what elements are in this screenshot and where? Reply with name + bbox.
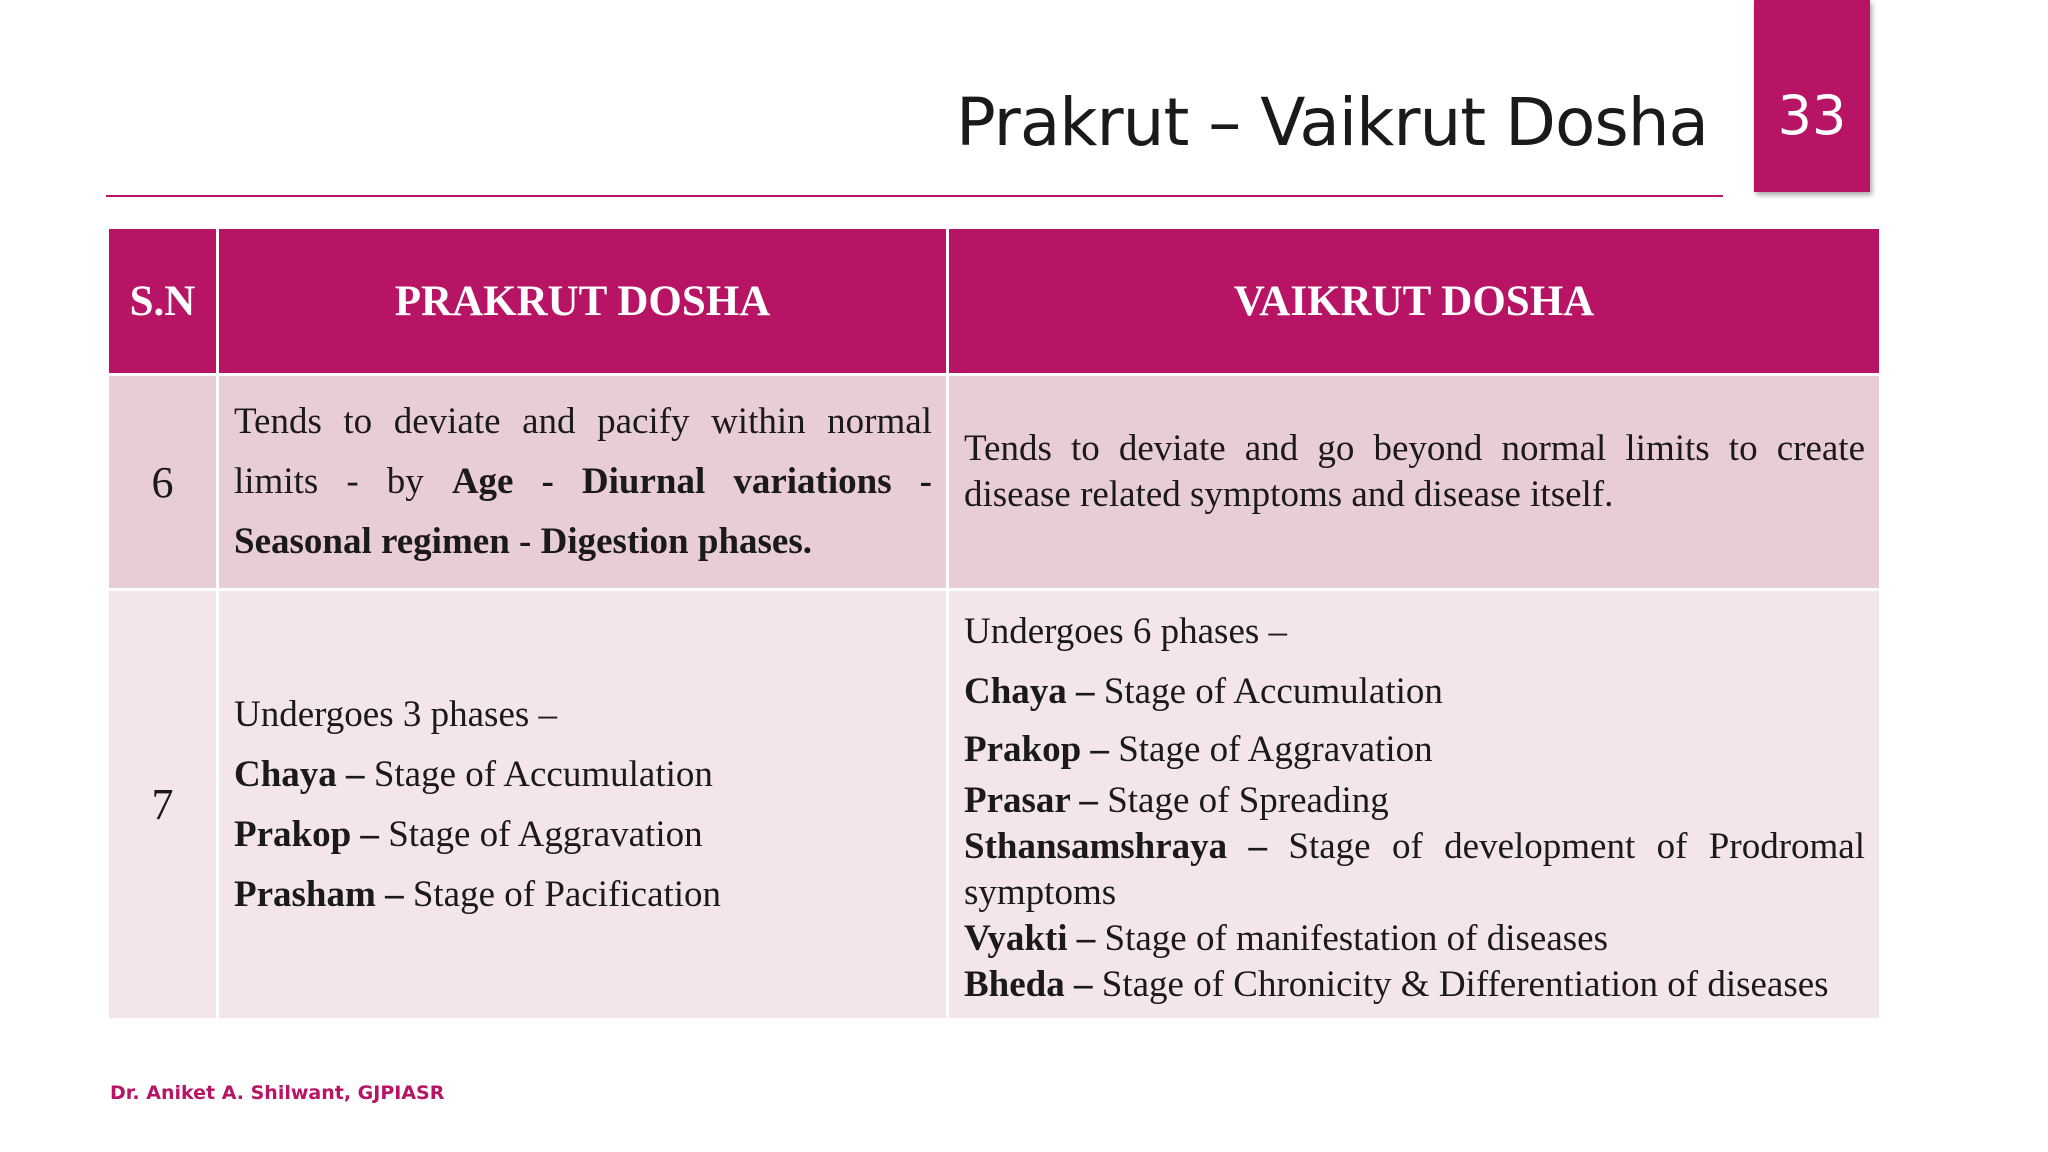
phases-intro: Undergoes 6 phases – [964,610,1288,652]
separator: - [891,461,933,502]
phase-desc: Stage of Pacification [403,873,722,915]
header-prakrut-dosha: PRAKRUT DOSHA [218,228,948,375]
phase-term: Prasar – [964,779,1098,821]
table-row [108,590,1881,1020]
table-row [108,375,1881,590]
phase-term: Sthansamshraya – [964,825,1268,867]
prakrut-text: Tends to deviate and pacify within normal limits - by [234,401,932,502]
phase-desc: Stage of Spreading [1097,779,1389,821]
phase-desc: Stage of manifestation of diseases [1095,917,1608,959]
phase-item [964,962,1865,1008]
page-number-tab [1754,0,1870,192]
phase-desc: Stage of Accumulation [1094,670,1443,712]
prakrut-cell [218,375,948,590]
phase-item [234,805,932,865]
phase-term: Prakop – [234,813,379,855]
separator: - [509,521,541,562]
phase-term: Prakop – [964,728,1109,770]
row-serial-number: 6 [108,375,218,590]
phase-desc: Stage of Accumulation [364,753,713,795]
page-number: 33 [1777,84,1847,147]
title-divider [106,195,1723,197]
vaikrut-cell [948,590,1881,1020]
phase-item [964,662,1865,722]
phase-desc: Stage of Chronicity & Differentiation of diseases [1092,963,1829,1005]
phase-desc: Stage of Aggravation [378,813,703,855]
header-vaikrut-dosha: VAIKRUT DOSHA [948,228,1881,375]
table-header-row [108,228,1881,375]
phase-term: Vyakti – [964,917,1096,959]
phase-item [964,916,1865,962]
slide-title: Prakrut – Vaikrut Dosha [956,84,1708,161]
term-diurnal-variations: Diurnal variations [581,461,892,502]
phase-item [234,745,932,805]
author-footer: Dr. Aniket A. Shilwant, GJPIASR [110,1082,445,1104]
prakrut-cell [218,590,948,1020]
phase-item [964,824,1865,916]
row-serial-number: 7 [108,590,218,1020]
phase-term: Chaya – [234,753,365,795]
phase-item [964,778,1865,824]
phase-term: Chaya – [964,670,1095,712]
phase-item [964,722,1865,778]
header-sn: S.N [108,228,218,375]
comparison-table [106,226,1882,1021]
phase-term: Prasham – [234,873,404,915]
phase-desc: Stage of development of Prodromal symptoms [964,825,1865,913]
term-digestion-phases: Digestion phases. [540,521,813,562]
phases-intro: Undergoes 3 phases – [234,693,558,735]
term-age: Age [451,461,514,502]
phase-item [234,865,932,925]
phase-desc: Stage of Aggravation [1108,728,1433,770]
phase-term: Bheda – [964,963,1093,1005]
term-seasonal-regimen: Seasonal regimen [234,521,510,562]
vaikrut-cell: Tends to deviate and go beyond normal limits to create disease related symptoms and disease itself. [948,375,1881,590]
separator: - [513,461,582,502]
